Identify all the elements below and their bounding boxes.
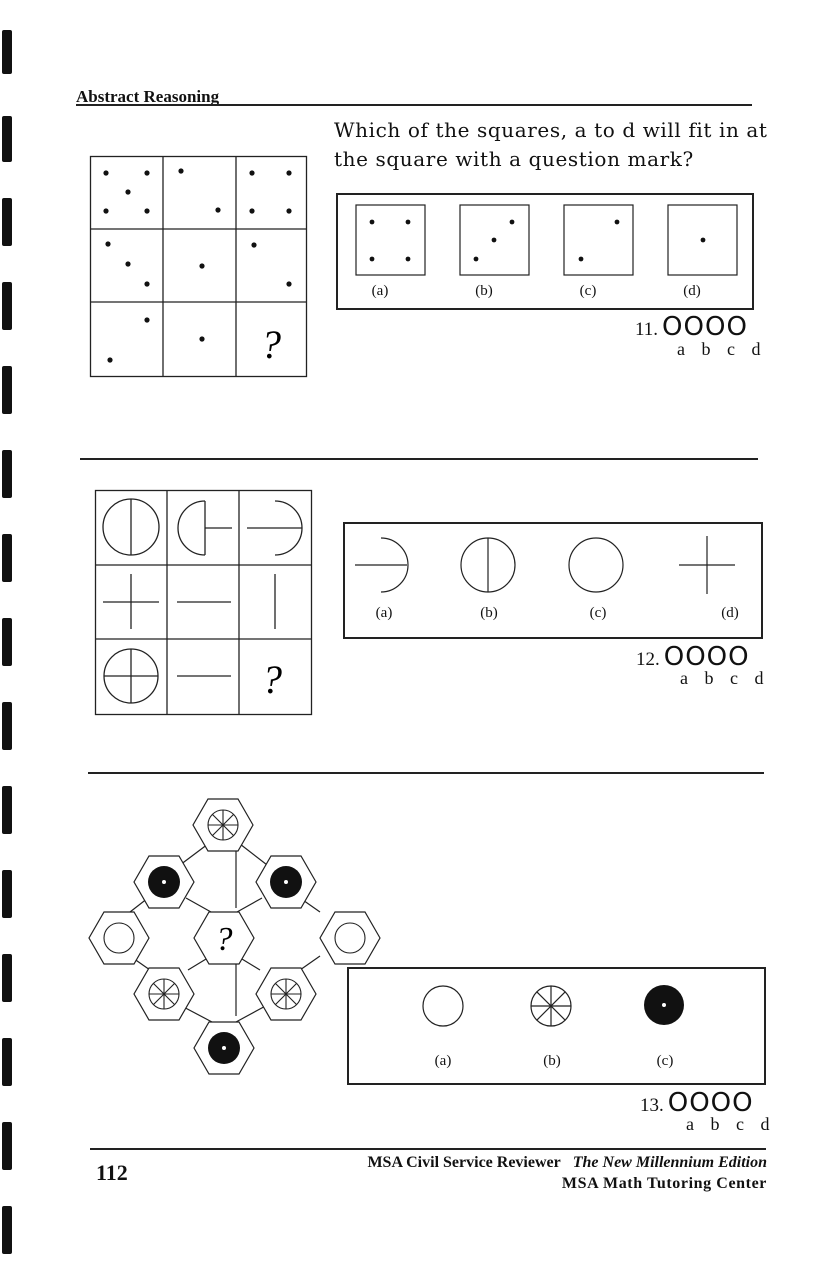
- q11-option-b-label: (b): [475, 283, 493, 299]
- q13-option-c-label: (c): [656, 1053, 674, 1069]
- q13-hexagon-diagram: [88, 798, 388, 1080]
- footer-publisher: MSA Math Tutoring Center: [561, 1175, 767, 1192]
- q12-puzzle-grid: [95, 490, 313, 716]
- q11-answer-bubbles[interactable]: OOOO: [662, 312, 748, 342]
- q13-answer-letters: a b c d: [686, 1114, 776, 1134]
- q11-answer-letters: a b c d: [677, 339, 767, 359]
- q11-answer: [635, 312, 748, 342]
- q12-options-box: [343, 522, 763, 639]
- question-text: Which of the squares, a to d will fit in at the square with a question mark?: [334, 118, 768, 171]
- q11-option-d-label: (d): [683, 283, 701, 299]
- q12-option-c-label: (c): [589, 605, 607, 621]
- q11-puzzle-grid: [90, 156, 308, 378]
- q13-option-a-label: (a): [434, 1053, 452, 1069]
- footer-title: [367, 1154, 767, 1172]
- footer-edition: The New Millennium Edition: [572, 1154, 767, 1171]
- q13-option-b-label: (b): [543, 1053, 561, 1069]
- q12-option-b-label: (b): [480, 605, 498, 621]
- q13-question-mark: ?: [215, 921, 233, 958]
- divider-2: [88, 772, 764, 774]
- q12-answer-letters: a b c d: [680, 668, 770, 688]
- q13-number: 13.: [640, 1095, 664, 1116]
- page-number: 112: [96, 1160, 128, 1185]
- q12-number: 12.: [636, 649, 660, 670]
- q11-question-mark: ?: [261, 322, 281, 367]
- section-title: Abstract Reasoning: [76, 87, 220, 106]
- spiral-binding: [0, 0, 20, 1276]
- q11-option-a-label: (a): [371, 283, 389, 299]
- q12-option-d-label: (d): [721, 605, 739, 621]
- q12-question-mark: ?: [262, 657, 282, 702]
- footer-book-title: MSA Civil Service Reviewer: [367, 1154, 561, 1171]
- q13-answer-bubbles[interactable]: OOOO: [667, 1088, 754, 1118]
- q11-number: 11.: [635, 319, 659, 340]
- q12-option-a-label: (a): [375, 605, 393, 621]
- header-rule: [76, 104, 752, 106]
- q12-answer-bubbles[interactable]: OOOO: [663, 642, 750, 672]
- footer-rule: [90, 1148, 766, 1150]
- divider-1: [80, 458, 758, 460]
- q11-option-c-label: (c): [579, 283, 597, 299]
